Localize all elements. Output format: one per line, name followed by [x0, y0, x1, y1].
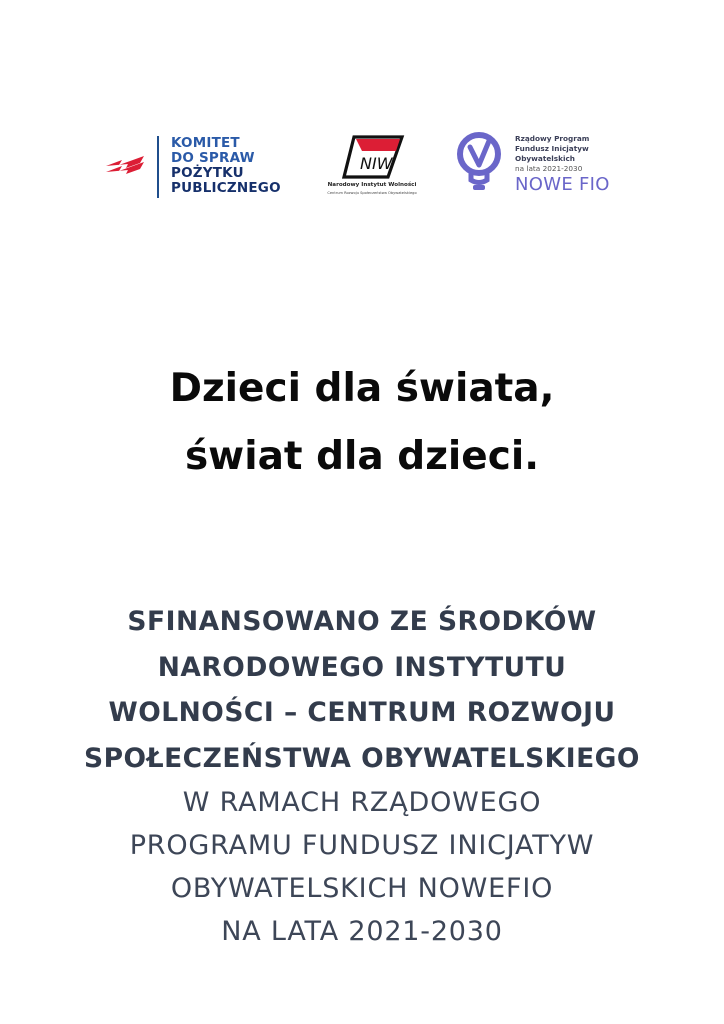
kpp-line: KOMITET	[171, 135, 240, 151]
funding-statement	[0, 599, 724, 953]
niw-subtitle: Centrum Rozwoju Społeczeństwa Obywatelskiego	[327, 191, 417, 195]
lightbulb-icon	[456, 132, 506, 196]
kpp-divider	[157, 136, 159, 198]
niw-logo	[326, 133, 418, 201]
title-line-2: świat dla dzieci.	[184, 434, 540, 479]
kpp-wordmark	[171, 136, 281, 196]
sponsor-logos	[0, 128, 724, 208]
fio-line: Fundusz Inicjatyw	[515, 144, 589, 153]
kpp-line: DO SPRAW	[171, 150, 255, 166]
page-title	[0, 355, 724, 491]
fio-wordmark	[515, 134, 610, 196]
funding-bold-line: NARODOWEGO INSTYTUTU	[157, 651, 567, 683]
funding-bold-line: SPOŁECZEŃSTWA OBYWATELSKIEGO	[84, 742, 640, 774]
funding-bold-line: WOLNOŚCI – CENTRUM ROZWOJU	[108, 697, 616, 728]
kpp-line: PUBLICZNEGO	[171, 180, 281, 196]
fio-years: na lata 2021-2030	[515, 164, 583, 173]
funding-light-line: NA LATA 2021-2030	[221, 916, 503, 947]
niw-name: Narodowy Instytut Wolności	[327, 182, 417, 188]
funding-bold-line: SFINANSOWANO ZE ŚRODKÓW	[127, 606, 597, 637]
funding-light-line: W RAMACH RZĄDOWEGO	[182, 787, 542, 818]
title-line-1: Dzieci dla świata,	[169, 366, 555, 411]
funding-light-line: PROGRAMU FUNDUSZ INICJATYW	[129, 830, 595, 861]
kpp-logo	[104, 136, 294, 198]
niw-mark-text: NIW	[360, 154, 393, 173]
polish-flag-icon	[104, 152, 146, 180]
fio-brand: NOWE FIO	[515, 174, 610, 195]
niw-mark-icon	[340, 133, 406, 179]
fio-line: Obywatelskich	[515, 154, 576, 163]
fio-line: Rządowy Program	[515, 134, 590, 143]
kpp-line: POŻYTKU	[171, 165, 244, 181]
funding-light-line: OBYWATELSKICH NOWEFIO	[170, 873, 554, 904]
nowe-fio-logo	[456, 128, 636, 200]
